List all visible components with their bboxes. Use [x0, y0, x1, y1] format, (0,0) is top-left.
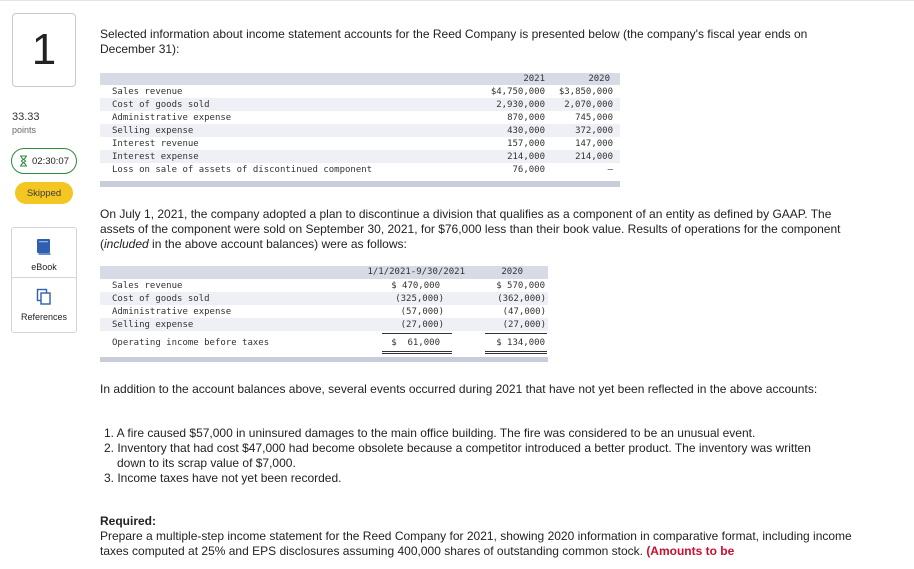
- row-label: Cost of goods sold: [112, 100, 210, 110]
- question-number: 1: [12, 13, 76, 87]
- total-label: Operating income before taxes: [112, 338, 270, 348]
- copy-icon: [36, 288, 52, 306]
- row-value-2020: 372,000: [575, 126, 613, 136]
- row-value-2020: 2,070,000: [564, 100, 613, 110]
- required-body: Prepare a multiple-step income statement for the Reed Company for 2021, showing 2020 information in comparative format, including income taxes computed at 25% and EPS disclosures assuming 400,000 shares of outstanding common stock.: [100, 529, 852, 558]
- total-value-2020: $ 134,000: [496, 338, 545, 348]
- list-item: 1. A fire caused $57,000 in uninsured damages to the main office building. The fire was considered to be an unusual event.: [104, 426, 756, 440]
- row-value-2020: (47,000): [502, 307, 546, 317]
- timer-badge: [11, 148, 77, 174]
- ebook-button[interactable]: [11, 227, 77, 283]
- subtotal-underline: [382, 333, 452, 334]
- column-header-2020: 2020: [501, 267, 523, 277]
- double-underline: [485, 353, 547, 354]
- row-value-2020: –: [607, 165, 613, 175]
- table-footer-band: [100, 357, 548, 362]
- row-label: Interest expense: [112, 152, 199, 162]
- para-text: in the above account balances) were as follows:: [148, 237, 407, 251]
- row-label: Selling expense: [112, 126, 194, 136]
- para-text: On July 1, 2021, the company adopted a plan to discontinue a division that qualifies as a component of an entity as defined by GAAP. The assets of the component were sold on September 30, 2021, for $76,000 less than their book value. Results of operations for the component (: [100, 207, 841, 251]
- row-value-2021: 870,000: [507, 113, 545, 123]
- component-results-table: [100, 266, 548, 362]
- timer-text: 02:30:07: [32, 155, 69, 167]
- column-header-2020: 2020: [588, 74, 610, 84]
- required-heading: Required:: [100, 514, 157, 528]
- references-button[interactable]: [11, 277, 77, 333]
- status-badge: Skipped: [15, 182, 73, 204]
- ebook-label: eBook: [31, 262, 57, 272]
- column-header-period: 1/1/2021-9/30/2021: [367, 267, 465, 277]
- references-label: References: [20, 312, 68, 322]
- row-value-period: (57,000): [400, 307, 444, 317]
- row-value-period: (325,000): [395, 294, 444, 304]
- row-value-2021: 76,000: [512, 165, 545, 175]
- list-item: 3. Income taxes have not yet been recorded.: [104, 471, 342, 485]
- required-emphasis: (Amounts to be: [646, 544, 735, 558]
- double-underline: [485, 351, 547, 352]
- events-intro: In addition to the account balances above, several events occurred during 2021 that have not yet been reflected in the above accounts:: [100, 382, 818, 396]
- row-value-period: $ 470,000: [391, 281, 440, 291]
- row-value-2020: $ 570,000: [496, 281, 545, 291]
- row-label: Loss on sale of assets of discontinued component: [112, 165, 373, 175]
- column-header-2021: 2021: [523, 74, 545, 84]
- row-label: Selling expense: [112, 320, 194, 330]
- row-value-2020: (27,000): [502, 320, 546, 330]
- row-label: Cost of goods sold: [112, 294, 210, 304]
- list-item: down to its scrap value of $7,000.: [117, 456, 296, 470]
- row-value-2021: 2,930,000: [496, 100, 545, 110]
- total-value-period: $ 61,000: [391, 338, 440, 348]
- top-divider: [0, 0, 914, 1]
- subtotal-underline: [485, 333, 547, 334]
- row-value-2020: $3,850,000: [558, 87, 613, 97]
- double-underline: [382, 351, 452, 352]
- events-list: [104, 426, 864, 486]
- row-value-2021: 214,000: [507, 152, 545, 162]
- table-footer-band: [100, 181, 620, 187]
- table-header-band: [100, 266, 548, 279]
- points-value: 33.33: [12, 111, 40, 123]
- row-value-2021: $4,750,000: [490, 87, 545, 97]
- row-label: Sales revenue: [112, 87, 183, 97]
- row-value-2020: 745,000: [575, 113, 613, 123]
- income-accounts-table: [100, 73, 620, 187]
- row-value-2021: 157,000: [507, 139, 545, 149]
- double-underline: [382, 353, 452, 354]
- row-value-period: (27,000): [400, 320, 444, 330]
- row-label: Interest revenue: [112, 139, 199, 149]
- row-label: Sales revenue: [112, 281, 183, 291]
- list-item: 2. Inventory that had cost $47,000 had become obsolete because a competitor introduced a better product. The inventory was written: [104, 441, 811, 455]
- row-value-2021: 430,000: [507, 126, 545, 136]
- required-text: [100, 529, 860, 559]
- hourglass-icon: [19, 155, 28, 167]
- intro-text: Selected information about income statement accounts for the Reed Company is presented below (the company's fiscal year ends on December 31):: [100, 27, 808, 56]
- row-value-2020: 147,000: [575, 139, 613, 149]
- para-italic-text: included: [104, 237, 149, 251]
- row-label: Administrative expense: [112, 113, 232, 123]
- book-icon: [36, 238, 52, 256]
- row-label: Administrative expense: [112, 307, 232, 317]
- row-value-2020: 214,000: [575, 152, 613, 162]
- row-value-2020: (362,000): [497, 294, 546, 304]
- points-label: points: [12, 125, 37, 135]
- discontinued-description: [100, 207, 860, 252]
